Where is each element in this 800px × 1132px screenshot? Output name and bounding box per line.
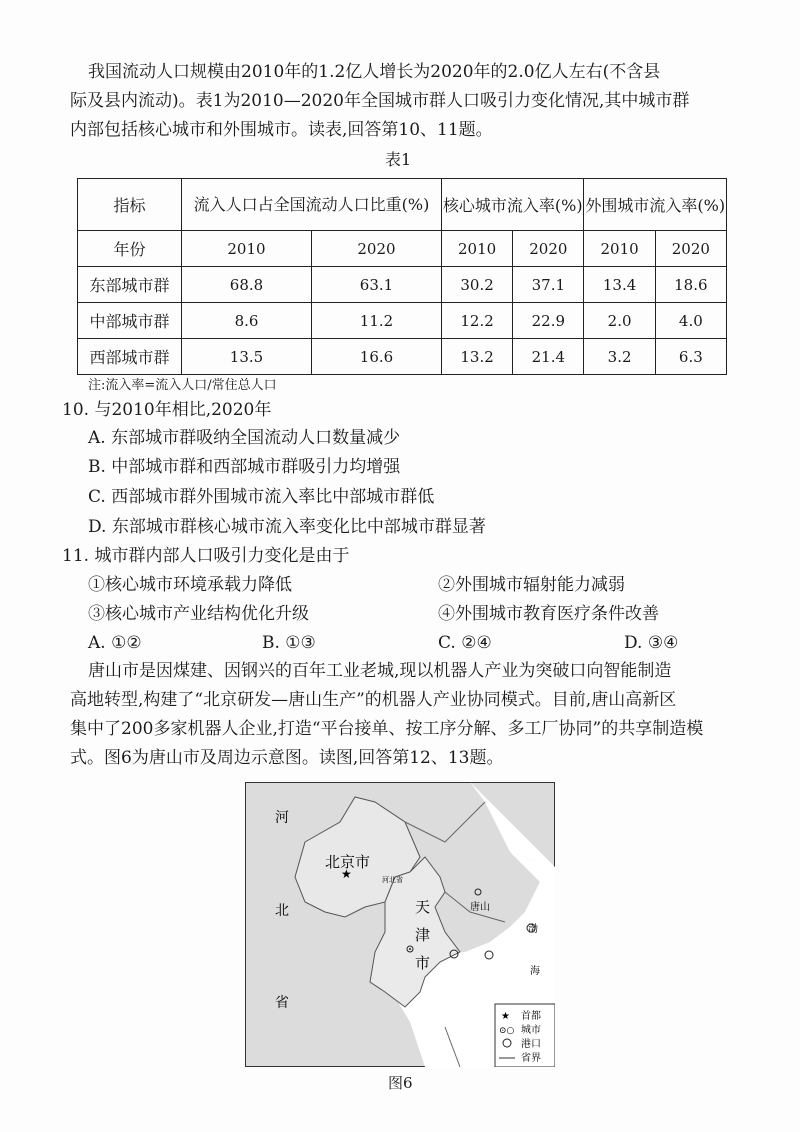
cell: 6.3: [655, 339, 726, 375]
legend-city: 城市: [521, 1025, 541, 1036]
para2-line: 式。图6为唐山市及周边示意图。读图,回答第12、13题。: [70, 748, 504, 768]
row-name: 东部城市群: [78, 267, 182, 303]
table-row: [78, 267, 727, 303]
cell: 68.8: [182, 267, 312, 303]
header-share: 流入人口占全国流动人口比重(%): [182, 179, 442, 231]
label-hebei: 河: [275, 810, 289, 826]
para2-line: 唐山市是因煤建、因钢兴的百年工业老城,现以机器人产业为突破口向智能制造: [88, 661, 672, 681]
q11-item-2: ②外围城市辐射能力减弱: [438, 575, 625, 595]
q11-option-a: A. ①②: [88, 633, 142, 653]
year-cell: 2020: [513, 231, 584, 267]
tangshan-map: [245, 782, 555, 1067]
legend-capital: 首都: [521, 1011, 541, 1022]
cell: 12.2: [441, 303, 512, 339]
cell: 3.2: [584, 339, 655, 375]
label-hebei: 省: [275, 995, 289, 1011]
q11-option-b: B. ①③: [262, 633, 316, 653]
year-cell: 2020: [655, 231, 726, 267]
cell: 2.0: [584, 303, 655, 339]
q10-option-b: B. 中部城市群和西部城市群吸引力均增强: [88, 457, 401, 477]
q11-item-1: ①核心城市环境承载力降低: [88, 575, 292, 595]
label-tianjin: 津: [415, 926, 431, 944]
legend-port: 港口: [521, 1039, 541, 1050]
year-label: 年份: [78, 231, 182, 267]
q11-option-c: C. ②④: [438, 633, 492, 653]
cell: 21.4: [513, 339, 584, 375]
q11-item-4: ④外围城市教育医疗条件改善: [438, 604, 659, 624]
q11-option-d: D. ③④: [624, 633, 679, 653]
label-bohai: 渤: [528, 924, 538, 935]
svg-text:★: ★: [501, 1011, 510, 1022]
capital-star-icon: ★: [341, 867, 352, 881]
header-periphery: 外围城市流入率(%): [584, 179, 727, 231]
q11-stem: 11. 城市群内部人口吸引力变化是由于: [62, 546, 350, 566]
label-bohai: 海: [530, 966, 540, 977]
para2-line: 集中了200多家机器人企业,打造“平台接单、按工序分解、多工厂协同”的共享制造模: [70, 719, 704, 739]
table-note: 注:流入率=流入人口/常住总人口: [88, 378, 277, 393]
intro-line: 我国流动人口规模由2010年的1.2亿人增长为2020年的2.0亿人左右(不含县: [88, 62, 661, 82]
intro-line: 内部包括核心城市和外围城市。读表,回答第10、11题。: [70, 120, 493, 140]
map-graphic: [245, 782, 555, 1067]
label-tangshan: 唐山: [470, 902, 490, 913]
year-cell: 2010: [182, 231, 312, 267]
table-row: [78, 339, 727, 375]
intro-line: 际及县内流动)。表1为2010—2020年全国城市群人口吸引力变化情况,其中城市群: [70, 91, 690, 111]
year-cell: 2020: [311, 231, 441, 267]
cell: 30.2: [441, 267, 512, 303]
cell: 13.5: [182, 339, 312, 375]
figure-caption: 图6: [388, 1074, 413, 1092]
q10-stem: 10. 与2010年相比,2020年: [62, 400, 272, 420]
cell: 13.2: [441, 339, 512, 375]
header-core: 核心城市流入率(%): [441, 179, 583, 231]
label-beijing: 北京市: [325, 853, 371, 871]
table-row: [78, 303, 727, 339]
year-cell: 2010: [441, 231, 512, 267]
label-tianjin: 市: [415, 954, 431, 972]
q10-option-a: A. 东部城市群吸纳全国流动人口数量减少: [88, 428, 401, 448]
cell: 16.6: [311, 339, 441, 375]
legend-boundary: 省界: [521, 1053, 541, 1064]
para2-line: 高地转型,构建了“北京研发—唐山生产”的机器人产业协同模式。目前,唐山高新区: [70, 690, 677, 710]
table-caption: 表1: [385, 150, 412, 169]
cell: 37.1: [513, 267, 584, 303]
cell: 8.6: [182, 303, 312, 339]
label-hebei: 北: [275, 903, 289, 919]
label-tianjin: 天: [415, 898, 431, 916]
cell: 22.9: [513, 303, 584, 339]
q11-item-3: ③核心城市产业结构优化升级: [88, 604, 309, 624]
q10-option-d: D. 东部城市群核心城市流入率变化比中部城市群显著: [88, 517, 486, 537]
q10-option-c: C. 西部城市群外围城市流入率比中部城市群低: [88, 487, 435, 507]
cell: 63.1: [311, 267, 441, 303]
row-name: 西部城市群: [78, 339, 182, 375]
svg-text:⊙○: ⊙○: [499, 1026, 515, 1036]
data-table: [77, 178, 727, 375]
header-indicator: 指标: [78, 179, 182, 231]
cell: 4.0: [655, 303, 726, 339]
cell: 18.6: [655, 267, 726, 303]
label-hebei-enclave: 河北省: [382, 876, 403, 884]
year-cell: 2010: [584, 231, 655, 267]
cell: 11.2: [311, 303, 441, 339]
cell: 13.4: [584, 267, 655, 303]
row-name: 中部城市群: [78, 303, 182, 339]
